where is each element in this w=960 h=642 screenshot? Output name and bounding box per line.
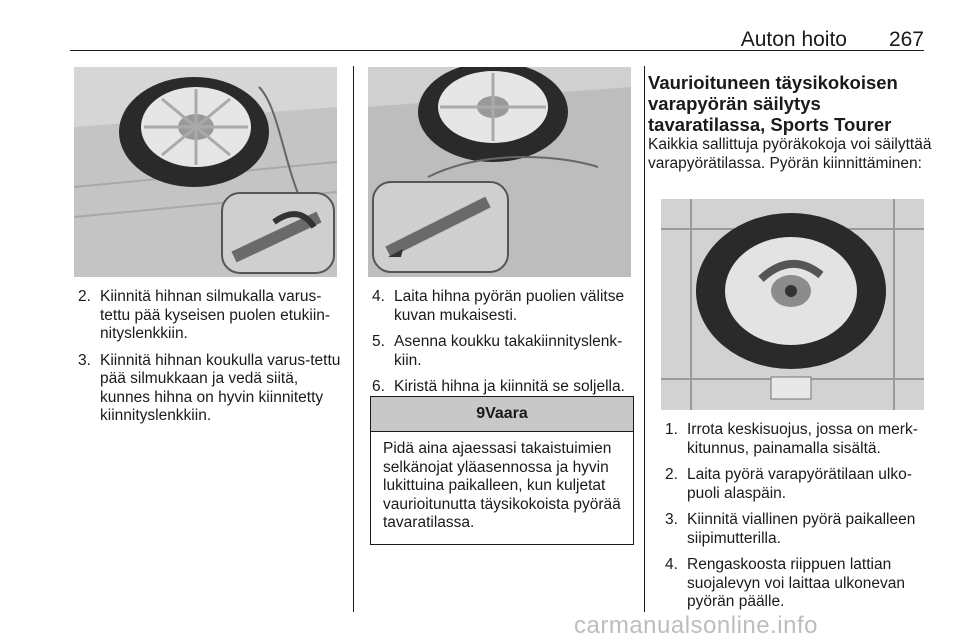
list-item: 2. Laita pyörä varapyörätilaan ulko-puoli alaspäin. [665, 466, 912, 502]
column-divider-2 [644, 66, 645, 612]
section-title: Auton hoito [740, 28, 847, 51]
warning-title: Vaara [485, 405, 528, 422]
warning-box [370, 396, 634, 545]
page-number: 267 [888, 28, 924, 51]
steps-list-col2 [372, 288, 634, 405]
list-item: 3. Kiinnitä hihnan koukulla varus-tettu pää silmukkaan ja vedä siitä, kunnes hihna on hyvin kiinnitetty kiinnityslenkkiin. [78, 351, 341, 424]
spare-wheel-well-illustration [661, 199, 924, 410]
column-divider-1 [353, 66, 354, 612]
section-heading: Vaurioituneen täysikokoisen varapyörän säilytys tavaratilassa, Sports Tourer [648, 72, 898, 135]
spare-wheel-strap-illustration [74, 67, 337, 277]
steps-list-col3 [665, 421, 935, 620]
warning-header [371, 397, 633, 432]
list-item: 5. Asenna koukku takakiinnityslenk-kiin. [372, 333, 623, 369]
intro-text: Kaikkia sallittuja pyöräkokoja voi säilyttää varapyörätilassa. Pyörän kiinnittäminen: [648, 136, 932, 172]
list-item: 4. Laita hihna pyörän puolien välitse kuvan mukaisesti. [372, 288, 625, 324]
list-item: 3. Kiinnitä viallinen pyörä paikalleen siipimutterilla. [665, 511, 916, 547]
header-rule [70, 50, 924, 51]
list-item: 4. Rengaskoosta riippuen lattian suojalevyn voi laittaa ulkonevan pyörän päälle. [665, 556, 905, 610]
page-header [70, 28, 924, 50]
spare-wheel-hook-illustration [368, 67, 631, 277]
watermark: carmanualsonline.info [574, 612, 818, 639]
list-item: 2. Kiinnitä hihnan silmukalla varus-tettu pää kyseisen puolen etukiin-nityslenkkiin. [78, 288, 331, 342]
list-item: 6. Kiristä hihna ja kiinnitä se soljella. [372, 378, 625, 395]
warning-icon: 9 [476, 405, 486, 422]
steps-list-col1 [78, 288, 343, 434]
warning-text: Pidä aina ajaessasi takaistuimien selkänojat yläasennossa ja hyvin lukittuina paikalleen, kun kuljetat vaurioitunutta täysikokoista pyörää tavaratilassa. [383, 440, 621, 531]
list-item: 1. Irrota keskisuojus, jossa on merk-kitunnus, painamalla sisältä. [665, 421, 918, 457]
